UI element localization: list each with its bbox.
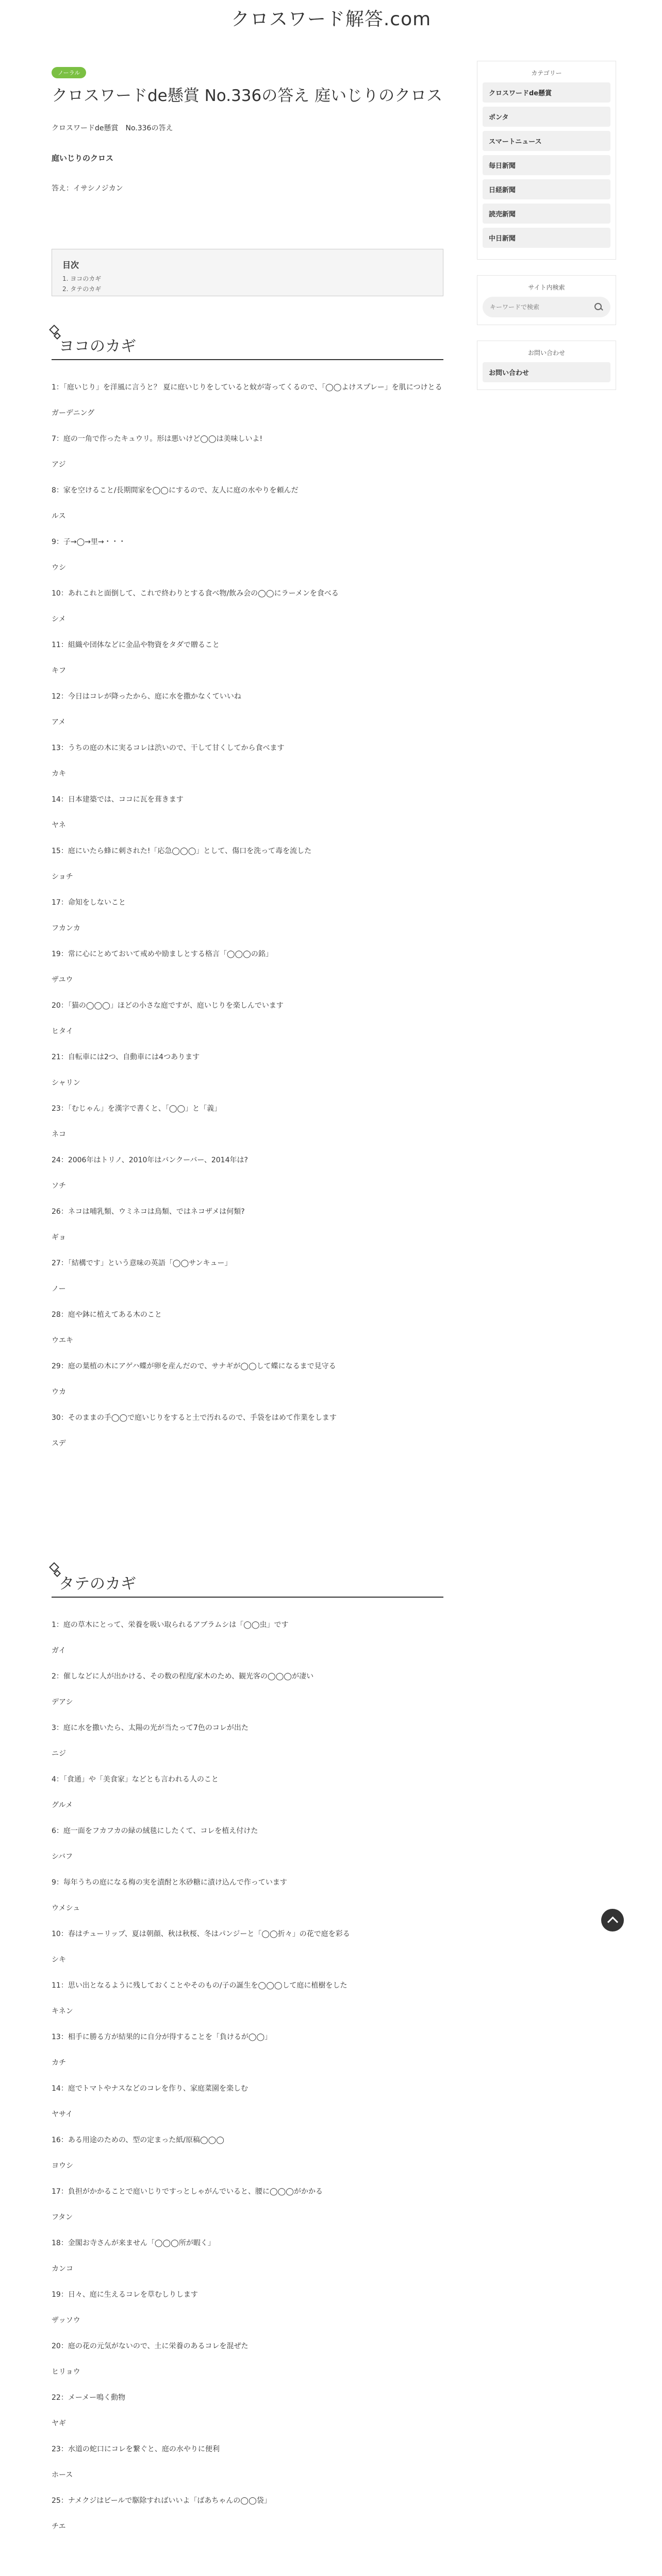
clue-text: 8：家を空けること/長期間家を◯◯にするので、友人に庭の水やりを頼んだ — [52, 486, 299, 495]
clue-answer: ギョ — [52, 1233, 66, 1242]
clue-answer: ショチ — [52, 872, 73, 881]
clue-answer: スデ — [52, 1439, 66, 1448]
clue-answer: ネコ — [52, 1130, 66, 1139]
main-content — [52, 67, 443, 2547]
category-list — [483, 82, 610, 248]
clue-text: 19：常に心にとめておいて戒めや励ましとする格言「◯◯◯の銘」 — [52, 950, 273, 958]
clue-answer: ガイ — [52, 1646, 66, 1655]
clue-answer: シメ — [52, 615, 66, 623]
clue-answer: ザユウ — [52, 975, 73, 984]
section-heading-text: タテのカギ — [59, 1574, 136, 1593]
clue-text: 13：うちの庭の木に実るコレは渋いので、干して甘くしてから食べます — [52, 743, 285, 752]
clue-text: 28：庭や鉢に植えてある木のこと — [52, 1310, 162, 1319]
clue-text: 16：ある用途のための、型の定まった紙/原稿◯◯◯ — [52, 2136, 224, 2144]
clue-answer: ガーデニング — [52, 409, 95, 417]
clue-text: 11：組織や団体などに金品や物資をタダで贈ること — [52, 640, 220, 649]
clue-answer: ヤネ — [52, 821, 66, 829]
clue-answer: ヨウシ — [52, 2161, 73, 2170]
clue-text: 13：相手に勝る方が結果的に自分が得することを「負けるが◯◯」 — [52, 2032, 272, 2041]
sidebar-category-item[interactable]: ポンタ — [483, 107, 610, 127]
contact-heading: お問い合わせ — [527, 349, 565, 357]
clue-answer: ヤギ — [52, 2419, 66, 2428]
clue-text: 17：命知をしないこと — [52, 898, 126, 907]
clue-text: 24：2006年はトリノ、2010年はバンクーバー、2014年は? — [52, 1156, 248, 1164]
clue-text: 21：自転車には2つ、自動車には4つあります — [52, 1053, 200, 1061]
clue-text: 9：子→◯→里→・・・ — [52, 537, 126, 546]
clue-text: 25：ナメクジはビールで駆除すればいいよ「ばあちゃんの◯◯袋」 — [52, 2496, 271, 2505]
clue-text: 27：「結構です」という意味の英語「◯◯サンキュー」 — [52, 1259, 232, 1267]
sidebar-category-item[interactable]: 中日新聞 — [483, 228, 610, 248]
clue-text: 18：金閣お寺さんが来ません「◯◯◯所が暇く」 — [52, 2239, 215, 2247]
sidebar-category-item[interactable]: 毎日新聞 — [483, 155, 610, 175]
clue-answer: ウエキ — [52, 1336, 73, 1345]
search-icon[interactable] — [594, 302, 603, 312]
clue-text: 14：日本建築では、ココに瓦を葺きます — [52, 795, 184, 804]
clue-text: 4：「食通」や「美食家」などとも言われる人のこと — [52, 1775, 219, 1784]
clue-answer: キネン — [52, 2007, 73, 2015]
category-heading: カテゴリー — [531, 70, 562, 77]
clue-answer: ウカ — [52, 1387, 66, 1396]
toc-item-yoko[interactable]: 1. ヨコのカギ — [62, 275, 102, 282]
clue-text: 10：あれこれと面倒して、これで終わりとする食べ物/飲み会の◯◯にラーメンを食べる — [52, 589, 339, 598]
clue-answer: ヒタイ — [52, 1027, 73, 1036]
clue-text: 9：毎年うちの庭になる梅の実を漬酎と氷砂糖に漬け込んで作っています — [52, 1878, 287, 1887]
search-heading: サイト内検索 — [528, 284, 565, 291]
clue-answer: シキ — [52, 1955, 66, 1964]
toc-item-tate[interactable]: 2. タテのカギ — [62, 285, 102, 293]
clue-answer: フカンカ — [52, 924, 80, 933]
clue-answer: アメ — [52, 718, 66, 726]
clue-text: 3：庭に水を撒いたら、太陽の光が当たって7色のコレが出た — [52, 1723, 249, 1732]
clue-answer: ヤサイ — [52, 2110, 73, 2119]
clue-text: 20：庭の花の元気がないので、土に栄養のあるコレを混ぜた — [52, 2342, 249, 2350]
clue-answer: ウメシュ — [52, 1904, 80, 1912]
clue-text: 17：負担がかかることで庭いじりですっとしゃがんでいると、腰に◯◯◯がかかる — [52, 2187, 323, 2196]
clue-text: 29：庭の葉植の木にアゲハ蝶が卵を産んだので、サナギが◯◯して蝶になるまで見守る — [52, 1362, 336, 1370]
scroll-to-top-button[interactable] — [601, 1909, 624, 1931]
tate-clue-list — [52, 1619, 443, 2547]
post-meta: クロスワードde懸賞 No.336の答え — [52, 124, 173, 132]
yoko-clue-list — [52, 382, 443, 1464]
clue-answer: ヒリョウ — [52, 2367, 80, 2376]
section-heading-text: ヨコのカギ — [59, 337, 136, 355]
clue-text: 12：今日はコレが降ったから、庭に水を撒かなくていいね — [52, 692, 241, 701]
search-input[interactable] — [490, 303, 594, 311]
clue-answer: グルメ — [52, 1801, 73, 1809]
search-widget — [477, 275, 616, 325]
sidebar — [477, 61, 616, 405]
clue-text: 23：「むじゃん」を漢字で書くと、「◯◯」と「義」 — [52, 1104, 222, 1113]
clue-text: 11：思い出となるように残しておくことやそのもの/子の誕生を◯◯◯して庭に植樹をした — [52, 1981, 347, 1990]
clue-answer: ホース — [52, 2470, 73, 2479]
clue-text: 2：催しなどに人が出かける、その数の程度/家木のため、観光客の◯◯◯が凄い — [52, 1672, 314, 1681]
section-heading-tate — [52, 1567, 443, 1598]
clue-answer: デアシ — [52, 1698, 73, 1706]
category-widget — [477, 61, 616, 260]
toc-title: 目次 — [62, 260, 79, 270]
clue-text: 19：日々、庭に生えるコレを草むしりします — [52, 2290, 198, 2299]
clue-answer: ノー — [52, 1284, 66, 1293]
site-title-link[interactable]: クロスワード解答.com — [230, 8, 432, 30]
search-box — [483, 297, 610, 317]
clue-answer: ソチ — [52, 1181, 66, 1190]
clue-text: 7：庭の一角で作ったキュウリ。形は悪いけど◯◯は美味しいよ! — [52, 434, 263, 443]
table-of-contents — [52, 249, 443, 296]
contact-widget — [477, 341, 616, 390]
contact-link[interactable]: お問い合わせ — [483, 362, 610, 382]
clue-text: 30：そのままの手◯◯で庭いじりをすると土で汚れるので、手袋をはめて作業をします — [52, 1413, 337, 1422]
sidebar-category-item[interactable]: スマートニュース — [483, 131, 610, 151]
clue-answer: シバフ — [52, 1852, 73, 1861]
clue-text: 1：庭の草木にとって、栄養を吸い取られるアブラムシは「◯◯虫」です — [52, 1620, 289, 1629]
clue-answer: アジ — [52, 460, 66, 469]
clue-answer: ザッソウ — [52, 2316, 80, 2325]
site-header — [0, 0, 662, 35]
section-gap — [52, 1464, 443, 1567]
clue-text: 1：「庭いじり」を洋風に言うと？ 夏に庭いじりをしていると蚊が寄ってくるので、「◯◯よけスプレー」を肌につけとる — [52, 383, 442, 392]
sidebar-category-item[interactable]: 日経新聞 — [483, 179, 610, 199]
clue-text: 22：メーメー鳴く動物 — [52, 2393, 126, 2402]
clue-answer: ルス — [52, 512, 66, 520]
clue-text: 23：水道の蛇口にコレを繋ぐと、庭の水やりに便利 — [52, 2445, 220, 2453]
section-heading-yoko — [52, 329, 443, 360]
clue-answer: フタン — [52, 2213, 73, 2222]
clue-answer: キフ — [52, 666, 66, 675]
category-badge[interactable]: ノーラル — [52, 67, 86, 78]
clue-answer: ウシ — [52, 563, 66, 572]
clue-answer: チエ — [52, 2522, 66, 2531]
sidebar-category-item[interactable]: 読売新聞 — [483, 204, 610, 224]
post-subtitle: 庭いじりのクロス — [52, 153, 114, 163]
post-answer: 答え：イサシノジカン — [52, 184, 123, 193]
clue-answer: カキ — [52, 769, 66, 778]
clue-answer: シャリン — [52, 1078, 80, 1087]
page-title: クロスワードde懸賞 No.336の答え 庭いじりのクロス — [52, 87, 443, 105]
clue-text: 15：庭にいたら蜂に刺された!「応急◯◯◯」として、傷口を洗って毒を流した — [52, 846, 312, 855]
sidebar-category-item[interactable]: クロスワードde懸賞 — [483, 82, 610, 103]
clue-text: 20：「猫の◯◯◯」ほどの小さな庭ですが、庭いじりを楽しんでいます — [52, 1001, 284, 1010]
clue-text: 26：ネコは哺乳類、ウミネコは鳥類、ではネコザメは何類? — [52, 1207, 245, 1216]
clue-answer: カンコ — [52, 2264, 73, 2273]
clue-text: 14：庭でトマトやナスなどのコレを作り、家庭菜園を楽しむ — [52, 2084, 248, 2093]
clue-answer: ニジ — [52, 1749, 66, 1758]
clue-answer: カチ — [52, 2058, 66, 2067]
clue-text: 6：庭一面をフカフカの緑の絨毯にしたくて、コレを植え付けた — [52, 1826, 258, 1835]
clue-text: 10：春はチューリップ、夏は朝顔、秋は秋桜、冬はパンジーと「◯◯折々」の花で庭を彩る — [52, 1929, 350, 1938]
